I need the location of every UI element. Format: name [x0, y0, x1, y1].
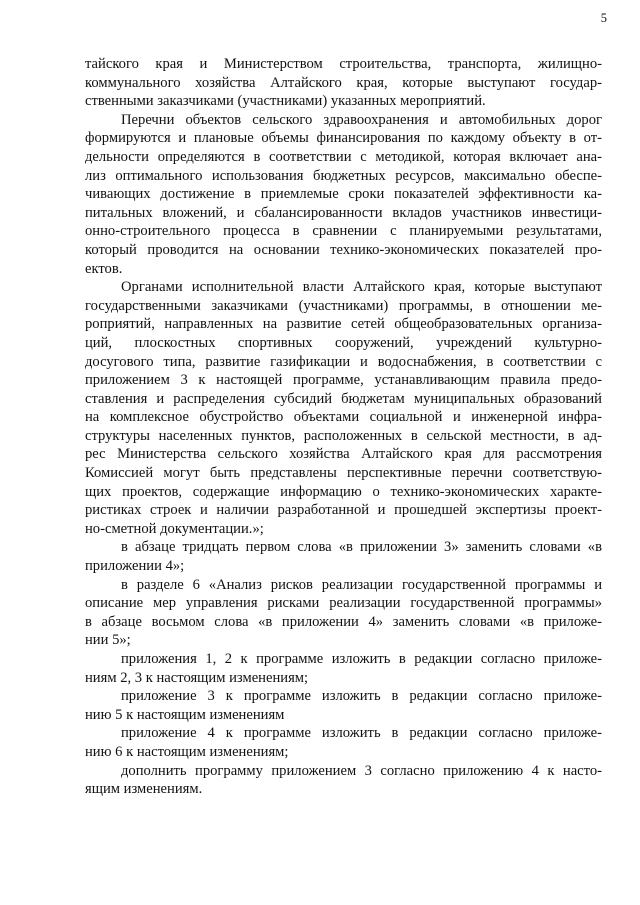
text-line: приложение 3 к программе изложить в редакции согласно приложе-	[121, 688, 602, 705]
text-line: государственными заказчиками (участниками) программы, в отношении ме-	[85, 297, 602, 314]
text-line: описание мер управления рисками реализации государственной программы»	[85, 595, 602, 612]
text-line: который проводится на основании технико-экономических показателей про-	[85, 241, 602, 258]
text-line: ций, плоскостных спортивных сооружений, учреждений культурно-	[85, 334, 602, 351]
text-line: ниям 2, 3 к настоящим изменениям;	[85, 669, 309, 686]
text-line: но-сметной документации.»;	[85, 520, 264, 537]
text-line: питальных вложений, и сбалансированности вкладов участников инвестици-	[85, 204, 602, 221]
text-line: нию 5 к настоящим изменениям	[85, 706, 285, 723]
text-line: в абзаце тридцать первом слова «в приложении 3» заменить словами «в	[121, 539, 602, 556]
text-line: ящим изменениям.	[85, 781, 203, 798]
text-line: рес Министерства сельского хозяйства Алтайского края для рассмотрения	[85, 446, 602, 463]
text-line: ственными заказчиками (участниками) указанных мероприятий.	[85, 93, 486, 110]
text-line: приложения 1, 2 к программе изложить в редакции согласно приложе-	[121, 651, 602, 667]
text-line: на комплексное обустройство объектами социальной и инженерной инфра-	[85, 409, 602, 426]
text-line: досугового типа, развитие газификации и водоснабжения, в соответствии с	[85, 353, 602, 370]
text-line: в абзаце восьмом слова «в приложении 4» заменить словами «в приложе-	[85, 613, 602, 630]
text-line: Перечни объектов сельского здравоохранения и автомобильных дорог	[121, 111, 602, 128]
text-line: онно-строительного процесса в сравнении с планируемыми результатами,	[85, 223, 602, 240]
text-line: структуры населенных пунктов, расположенных в сельской местности, в ад-	[85, 427, 602, 444]
document-body	[85, 55, 602, 799]
text-line: приложении 4»;	[85, 558, 185, 575]
text-line: дополнить программу приложением 3 согласно приложению 4 к насто-	[121, 762, 602, 779]
text-line: лиз оптимального использования бюджетных ресурсов, максимально обеспе-	[85, 167, 602, 184]
text-line: Органами исполнительной власти Алтайского края, которые выступают	[121, 279, 602, 296]
text-line: дельности определяются в соответствии с методикой, которая включает ана-	[85, 148, 602, 165]
text-line: коммунального хозяйства Алтайского края, которые выступают государ-	[85, 74, 602, 91]
text-line: ристиках строек и наличии разработанной и прошедшей экспертизы проект-	[85, 502, 602, 519]
text-line: формируются и плановые объемы финансирования по каждому объекту в от-	[85, 130, 602, 147]
text-line: ставления и распределения субсидий бюджетам муниципальных образований	[85, 390, 602, 407]
text-line: приложение 4 к программе изложить в редакции согласно приложе-	[121, 725, 602, 742]
text-line: приложением 3 к настоящей программе, устанавливающим правила предо-	[85, 372, 602, 389]
text-line: чивающих достижение в приемлемые сроки показателей эффективности ка-	[85, 186, 602, 203]
text-line: роприятий, направленных на развитие сетей общеобразовательных организа-	[85, 316, 602, 333]
text-line: тайского края и Министерством строительства, транспорта, жилищно-	[85, 56, 602, 72]
text-line: ектов.	[85, 260, 123, 277]
page-number: 5	[600, 11, 607, 25]
text-line: нию 6 к настоящим изменениям;	[85, 743, 289, 760]
text-line: Комиссией могут быть представлены перспективные перечни соответствую-	[85, 465, 602, 482]
text-line: нии 5»;	[85, 632, 131, 649]
text-line: в разделе 6 «Анализ рисков реализации государственной программы и	[121, 576, 602, 593]
text-line: щих проектов, содержащие информацию о технико-экономических характе-	[85, 483, 602, 500]
